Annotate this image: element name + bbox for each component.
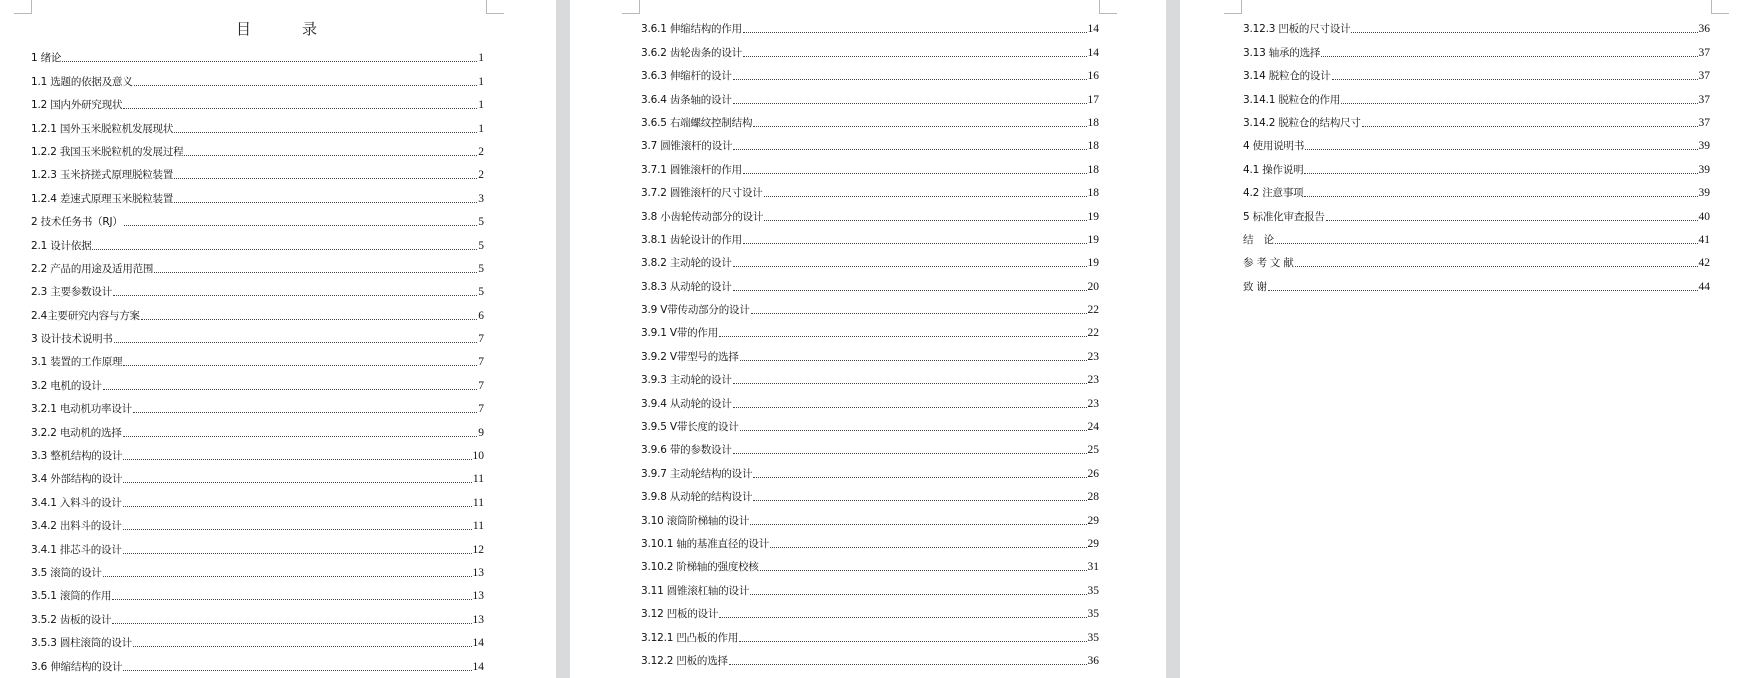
toc-entry-label: 3.7 圆锥滚杆的设计 — [641, 140, 733, 153]
toc-entry[interactable] — [641, 551, 1099, 574]
toc-entry[interactable] — [31, 65, 484, 88]
toc-entry[interactable] — [641, 621, 1099, 644]
toc-entry-label: 3.6.1 伸缩结构的作用 — [641, 23, 742, 36]
dot-leader — [112, 598, 471, 600]
toc-entry[interactable] — [641, 340, 1099, 363]
toc-entry-page-number: 18 — [1087, 163, 1099, 176]
dot-leader — [123, 528, 472, 530]
dot-leader — [733, 382, 1087, 384]
toc-entry[interactable] — [31, 182, 484, 205]
toc-entry-page-number: 7 — [478, 333, 484, 346]
dot-leader — [123, 435, 478, 437]
toc-entry-page-number: 28 — [1087, 491, 1099, 504]
toc-entry[interactable] — [1243, 224, 1710, 247]
dot-leader — [733, 406, 1087, 408]
toc-entry-page-number: 1 — [478, 52, 484, 65]
toc-entry-page-number: 44 — [1698, 280, 1710, 293]
toc-entry-label: 3.9.4 从动轮的设计 — [641, 397, 732, 410]
toc-entry-label: 3.14.1 脱粒仓的作用 — [1243, 93, 1341, 106]
toc-list — [1243, 13, 1710, 294]
dot-leader — [1341, 102, 1697, 104]
toc-entry-page-number: 13 — [472, 566, 484, 579]
toc-entry[interactable] — [31, 42, 484, 65]
dot-leader — [733, 78, 1087, 80]
toc-entry-label: 3.12 凹板的设计 — [641, 608, 719, 621]
toc-entry[interactable] — [641, 224, 1099, 247]
toc-entry-label: 3.4.1 入料斗的设计 — [31, 496, 122, 509]
toc-entry-label: 3.10.2 阶梯轴的强度校核 — [641, 561, 759, 574]
toc-list — [641, 13, 1099, 668]
toc-entry[interactable] — [641, 528, 1099, 551]
toc-entry[interactable] — [641, 270, 1099, 293]
toc-entry-label: 3.8.1 齿轮设计的作用 — [641, 233, 742, 246]
dot-leader — [154, 271, 477, 273]
toc-entry-label: 3.3 整机结构的设计 — [31, 450, 123, 463]
toc-entry[interactable] — [1243, 270, 1710, 293]
toc-entry[interactable] — [31, 112, 484, 135]
toc-entry-label: 1.2.4 差速式原理玉米脱粒装置 — [31, 192, 174, 205]
dot-leader — [740, 429, 1087, 431]
toc-entry-page-number: 11 — [472, 473, 484, 486]
toc-entry[interactable] — [641, 200, 1099, 223]
toc-entry[interactable] — [31, 369, 484, 392]
dot-leader — [743, 31, 1087, 33]
dot-leader — [740, 359, 1087, 361]
toc-entry-label: 3.14.2 脱粒仓的结构尺寸 — [1243, 116, 1361, 129]
margin-corner-mark — [1224, 0, 1242, 14]
toc-entry-page-number: 1 — [478, 75, 484, 88]
toc-entry-label: 3.4.2 出料斗的设计 — [31, 520, 122, 533]
toc-entry-page-number: 37 — [1698, 93, 1710, 106]
toc-entry[interactable] — [1243, 13, 1710, 36]
toc-entry-label: 参 考 文 献 — [1243, 257, 1294, 270]
dot-leader — [729, 663, 1087, 665]
margin-corner-mark — [486, 0, 504, 14]
toc-entry-page-number: 12 — [472, 543, 484, 556]
toc-entry[interactable] — [641, 481, 1099, 504]
toc-entry-label: 3.6.4 齿条轴的设计 — [641, 93, 732, 106]
toc-entry-label: 致 谢 — [1243, 280, 1267, 293]
dot-leader — [1268, 289, 1698, 291]
dot-leader — [764, 219, 1086, 221]
toc-entry-page-number: 16 — [1087, 70, 1099, 83]
dot-leader — [733, 102, 1087, 104]
dot-leader — [719, 616, 1086, 618]
toc-entry-page-number: 42 — [1698, 257, 1710, 270]
toc-entry[interactable] — [1243, 60, 1710, 83]
margin-corner-mark — [1099, 0, 1117, 14]
toc-entry-label: 3.7.2 圆锥滚杆的尺寸设计 — [641, 187, 763, 200]
dot-leader — [133, 411, 477, 413]
dot-leader — [92, 248, 477, 250]
toc-entry-label: 3.12.2 凹板的选择 — [641, 654, 728, 667]
toc-entry-label: 3.7.1 圆锥滚杆的作用 — [641, 163, 742, 176]
dot-leader — [753, 476, 1086, 478]
dot-leader — [1321, 55, 1697, 57]
toc-entry-page-number: 29 — [1087, 537, 1099, 550]
dot-leader — [751, 312, 1087, 314]
toc-entry-page-number: 26 — [1087, 467, 1099, 480]
dot-leader — [1305, 148, 1697, 150]
toc-entry[interactable] — [1243, 130, 1710, 153]
toc-entry-page-number: 2 — [478, 169, 484, 182]
toc-entry-page-number: 18 — [1087, 187, 1099, 200]
toc-entry[interactable] — [1243, 83, 1710, 106]
dot-leader — [123, 107, 477, 109]
toc-entry-page-number: 14 — [472, 637, 484, 650]
toc-entry[interactable] — [31, 136, 484, 159]
toc-entry-page-number: 35 — [1087, 584, 1099, 597]
dot-leader — [123, 669, 471, 671]
toc-entry-label: 3.12.1 凹凸板的作用 — [641, 631, 739, 644]
toc-entry-page-number: 19 — [1087, 233, 1099, 246]
toc-entry-page-number: 35 — [1087, 631, 1099, 644]
dot-leader — [739, 640, 1086, 642]
toc-entry[interactable] — [31, 393, 484, 416]
toc-entry-page-number: 5 — [478, 262, 484, 275]
toc-entry[interactable] — [31, 253, 484, 276]
dot-leader — [174, 177, 477, 179]
toc-entry-label: 5 标准化审查报告 — [1243, 210, 1325, 223]
toc-entry[interactable] — [31, 299, 484, 322]
toc-entry[interactable] — [641, 434, 1099, 457]
dot-leader — [1275, 242, 1698, 244]
toc-entry-page-number: 14 — [472, 660, 484, 673]
toc-entry-label: 3.8.2 主动轮的设计 — [641, 257, 732, 270]
toc-entry-page-number: 1 — [478, 99, 484, 112]
toc-entry-page-number: 23 — [1087, 350, 1099, 363]
dot-leader — [750, 523, 1086, 525]
dot-leader — [753, 125, 1086, 127]
toc-entry-page-number: 20 — [1087, 280, 1099, 293]
toc-entry-page-number: 19 — [1087, 210, 1099, 223]
toc-entry-label: 3.2.1 电动机功率设计 — [31, 403, 132, 416]
toc-entry[interactable] — [31, 650, 484, 673]
toc-entry-page-number: 10 — [472, 450, 484, 463]
toc-entry-label: 4 使用说明书 — [1243, 140, 1305, 153]
toc-entry[interactable] — [31, 603, 484, 626]
margin-corner-mark — [622, 0, 640, 14]
dot-leader — [103, 575, 472, 577]
toc-entry-label: 3.8.3 从动轮的设计 — [641, 280, 732, 293]
toc-entry[interactable] — [31, 276, 484, 299]
toc-entry-label: 2.1 设计依据 — [31, 239, 92, 252]
dot-leader — [1304, 195, 1697, 197]
toc-entry-label: 3.5.1 滚筒的作用 — [31, 590, 112, 603]
toc-entry[interactable] — [641, 130, 1099, 153]
toc-entry-label: 3.2.2 电动机的选择 — [31, 426, 122, 439]
toc-entry[interactable] — [31, 486, 484, 509]
toc-entry-page-number: 36 — [1698, 23, 1710, 36]
toc-entry-page-number: 5 — [478, 239, 484, 252]
toc-entry[interactable] — [641, 364, 1099, 387]
toc-entry-page-number: 17 — [1087, 93, 1099, 106]
page-2 — [570, 0, 1166, 678]
toc-entry-page-number: 18 — [1087, 116, 1099, 129]
toc-entry-page-number: 31 — [1087, 561, 1099, 574]
toc-entry-page-number: 14 — [1087, 23, 1099, 36]
toc-entry-page-number: 5 — [478, 286, 484, 299]
page-1 — [0, 0, 556, 678]
toc-entry-label: 3.9.8 从动轮的结构设计 — [641, 491, 753, 504]
toc-entry[interactable] — [31, 323, 484, 346]
toc-entry-label: 1.1 选题的依据及意义 — [31, 75, 133, 88]
toc-entry[interactable] — [1243, 107, 1710, 130]
toc-entry[interactable] — [641, 13, 1099, 36]
dot-leader — [750, 593, 1086, 595]
toc-entry[interactable] — [641, 317, 1099, 340]
toc-entry[interactable] — [641, 177, 1099, 200]
toc-entry-label: 2.4主要研究内容与方案 — [31, 309, 140, 322]
dot-leader — [174, 201, 477, 203]
toc-entry-page-number: 39 — [1698, 187, 1710, 200]
dot-leader — [733, 265, 1087, 267]
toc-entry[interactable] — [31, 416, 484, 439]
toc-entry-label: 3.9.2 V带型号的选择 — [641, 350, 739, 363]
dot-leader — [103, 388, 478, 390]
toc-entry-page-number: 23 — [1087, 374, 1099, 387]
dot-leader — [719, 335, 1086, 337]
toc-entry-page-number: 37 — [1698, 46, 1710, 59]
toc-entry-label: 3.11 圆锥滚杠轴的设计 — [641, 584, 750, 597]
dot-leader — [733, 289, 1087, 291]
toc-entry-label: 3.9.7 主动轮结构的设计 — [641, 467, 753, 480]
toc-entry-label: 4.2 注意事项 — [1243, 187, 1304, 200]
dot-leader — [1304, 172, 1697, 174]
toc-entry-page-number: 7 — [478, 403, 484, 416]
toc-entry-label: 3.12.3 凹板的尺寸设计 — [1243, 23, 1351, 36]
margin-corner-mark — [14, 0, 32, 14]
toc-entry[interactable] — [31, 627, 484, 650]
toc-entry[interactable] — [641, 574, 1099, 597]
dot-leader — [1326, 219, 1698, 221]
toc-entry-page-number: 2 — [478, 145, 484, 158]
toc-entry[interactable] — [641, 457, 1099, 480]
dot-leader — [760, 569, 1087, 571]
toc-entry[interactable] — [31, 440, 484, 463]
toc-entry-page-number: 11 — [472, 496, 484, 509]
toc-entry[interactable] — [641, 60, 1099, 83]
toc-entry-page-number: 3 — [478, 192, 484, 205]
toc-entry-page-number: 6 — [478, 309, 484, 322]
dot-leader — [124, 224, 478, 226]
toc-entry[interactable] — [1243, 153, 1710, 176]
toc-entry[interactable] — [1243, 247, 1710, 270]
dot-leader — [770, 546, 1086, 548]
toc-entry-label: 3.2 电机的设计 — [31, 379, 102, 392]
dot-leader — [1332, 78, 1698, 80]
toc-entry-label: 结 论 — [1243, 233, 1274, 246]
toc-entry[interactable] — [641, 36, 1099, 59]
toc-entry-page-number: 7 — [478, 379, 484, 392]
toc-entry-page-number: 13 — [472, 613, 484, 626]
toc-entry-label: 3.6.2 齿轮齿条的设计 — [641, 46, 742, 59]
toc-entry-label: 3.13 轴承的选择 — [1243, 46, 1321, 59]
toc-entry-page-number: 19 — [1087, 257, 1099, 270]
toc-entry[interactable] — [31, 206, 484, 229]
toc-title: 目 录 — [236, 20, 336, 38]
toc-entry-page-number: 41 — [1698, 233, 1710, 246]
toc-entry-page-number: 18 — [1087, 140, 1099, 153]
toc-entry-label: 3.6 伸缩结构的设计 — [31, 660, 123, 673]
toc-entry-label: 4.1 操作说明 — [1243, 163, 1304, 176]
toc-entry[interactable] — [31, 533, 484, 556]
toc-entry-page-number: 22 — [1087, 327, 1099, 340]
page-gap — [1166, 0, 1180, 678]
dot-leader — [123, 481, 472, 483]
toc-entry-page-number: 9 — [478, 426, 484, 439]
dot-leader — [134, 84, 478, 86]
dot-leader — [174, 131, 477, 133]
toc-entry-page-number: 24 — [1087, 421, 1099, 434]
toc-entry-label: 3 设计技术说明书 — [31, 333, 113, 346]
toc-entry-page-number: 7 — [478, 356, 484, 369]
toc-entry-label: 3.5.2 齿板的设计 — [31, 613, 112, 626]
toc-entry-label: 2 技术任务书（RJ） — [31, 216, 123, 229]
toc-entry-label: 1.2 国内外研究现状 — [31, 99, 123, 112]
toc-entry-label: 1.2.3 玉米挤搓式原理脱粒装置 — [31, 169, 174, 182]
toc-entry[interactable] — [641, 387, 1099, 410]
toc-entry[interactable] — [641, 411, 1099, 434]
margin-corner-mark — [1711, 0, 1729, 14]
toc-entry[interactable] — [31, 463, 484, 486]
toc-entry[interactable] — [641, 294, 1099, 317]
toc-entry[interactable] — [641, 645, 1099, 668]
toc-entry[interactable] — [641, 83, 1099, 106]
toc-entry-label: 3.6.3 伸缩杆的设计 — [641, 70, 732, 83]
toc-entry[interactable] — [1243, 36, 1710, 59]
toc-entry-label: 3.9.3 主动轮的设计 — [641, 374, 732, 387]
dot-leader — [743, 242, 1087, 244]
toc-entry-label: 3.9 V带传动部分的设计 — [641, 304, 750, 317]
toc-entry-page-number: 35 — [1087, 608, 1099, 621]
toc-entry-page-number: 36 — [1087, 654, 1099, 667]
toc-entry-page-number: 13 — [472, 590, 484, 603]
dot-leader — [733, 452, 1087, 454]
toc-entry-label: 3.5.3 圆柱滚筒的设计 — [31, 637, 132, 650]
toc-entry[interactable] — [1243, 200, 1710, 223]
toc-entry[interactable] — [641, 107, 1099, 130]
toc-entry-page-number: 39 — [1698, 163, 1710, 176]
dot-leader — [113, 294, 477, 296]
toc-entry-page-number: 29 — [1087, 514, 1099, 527]
toc-entry[interactable] — [31, 346, 484, 369]
dot-leader — [123, 552, 472, 554]
dot-leader — [764, 195, 1087, 197]
dot-leader — [123, 458, 471, 460]
toc-entry-label: 3.6.5 右端螺纹控制结构 — [641, 116, 753, 129]
toc-entry-page-number: 40 — [1698, 210, 1710, 223]
dot-leader — [133, 645, 472, 647]
toc-entry-label: 3.4.1 排芯斗的设计 — [31, 543, 122, 556]
dot-leader — [733, 148, 1086, 150]
toc-entry-label: 3.9.6 带的参数设计 — [641, 444, 732, 457]
toc-entry-label: 2.2 产品的用途及适用范围 — [31, 262, 154, 275]
dot-leader — [114, 341, 478, 343]
toc-entry-label: 1.2.2 我国玉米脱粒机的发展过程 — [31, 145, 184, 158]
toc-entry-label: 3.9.5 V带长度的设计 — [641, 421, 739, 434]
dot-leader — [62, 60, 477, 62]
dot-leader — [141, 318, 477, 320]
toc-entry-label: 1 绪论 — [31, 52, 62, 65]
dot-leader — [743, 172, 1087, 174]
toc-entry[interactable] — [31, 510, 484, 533]
dot-leader — [112, 622, 471, 624]
dot-leader — [1362, 125, 1698, 127]
toc-entry-page-number: 11 — [472, 520, 484, 533]
toc-entry-label: 3.9.1 V带的作用 — [641, 327, 719, 340]
dot-leader — [184, 154, 477, 156]
toc-entry[interactable] — [641, 504, 1099, 527]
toc-entry[interactable] — [1243, 177, 1710, 200]
toc-entry[interactable] — [641, 598, 1099, 621]
toc-entry-label: 3.10 滚筒阶梯轴的设计 — [641, 514, 750, 527]
toc-entry-page-number: 14 — [1087, 46, 1099, 59]
toc-entry-label: 2.3 主要参数设计 — [31, 286, 113, 299]
toc-entry-page-number: 25 — [1087, 444, 1099, 457]
toc-entry[interactable] — [641, 153, 1099, 176]
dot-leader — [1295, 265, 1698, 267]
toc-entry-page-number: 1 — [478, 122, 484, 135]
dot-leader — [753, 499, 1086, 501]
toc-entry-label: 3.5 滚筒的设计 — [31, 566, 102, 579]
dot-leader — [1351, 31, 1697, 33]
toc-entry-page-number: 37 — [1698, 70, 1710, 83]
toc-entry[interactable] — [31, 89, 484, 112]
dot-leader — [123, 364, 477, 366]
toc-entry-page-number: 37 — [1698, 116, 1710, 129]
page-3 — [1180, 0, 1739, 678]
toc-entry[interactable] — [641, 247, 1099, 270]
toc-entry-label: 3.8 小齿轮传动部分的设计 — [641, 210, 764, 223]
toc-entry-label: 3.14 脱粒仓的设计 — [1243, 70, 1331, 83]
toc-entry-label: 1.2.1 国外玉米脱粒机发展现状 — [31, 122, 174, 135]
toc-entry-page-number: 22 — [1087, 304, 1099, 317]
page-gap — [556, 0, 570, 678]
toc-entry[interactable] — [31, 557, 484, 580]
toc-entry[interactable] — [31, 159, 484, 182]
toc-entry-page-number: 39 — [1698, 140, 1710, 153]
toc-entry-page-number: 23 — [1087, 397, 1099, 410]
toc-entry-page-number: 5 — [478, 216, 484, 229]
toc-entry-label: 3.1 装置的工作原理 — [31, 356, 123, 369]
toc-entry[interactable] — [31, 229, 484, 252]
toc-entry-label: 3.10.1 轴的基准直径的设计 — [641, 537, 770, 550]
toc-entry[interactable] — [31, 580, 484, 603]
dot-leader — [123, 505, 472, 507]
dot-leader — [743, 55, 1087, 57]
toc-list — [31, 42, 484, 674]
toc-entry-label: 3.4 外部结构的设计 — [31, 473, 123, 486]
